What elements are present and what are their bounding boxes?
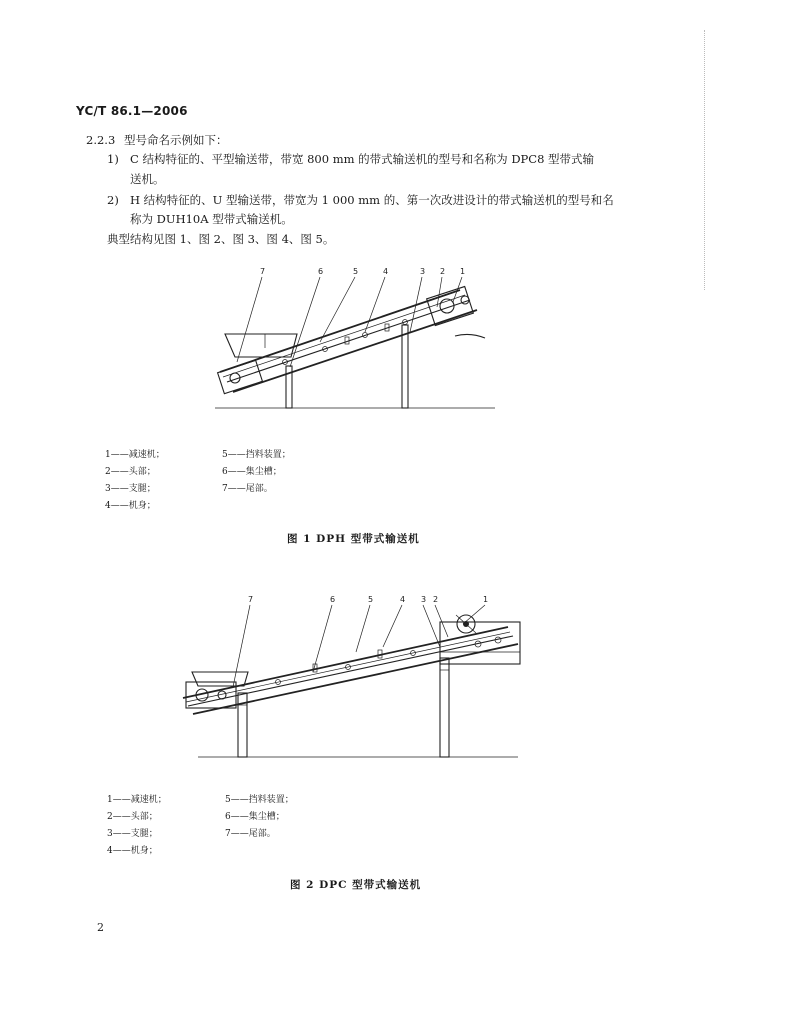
- item-1-number: 1): [107, 152, 119, 166]
- fig1-callout-6: 6: [318, 267, 324, 276]
- fig2-legend-2: 2——头部；: [107, 812, 158, 822]
- fig2-legend-6: 6——集尘槽；: [225, 812, 285, 822]
- fig1-callout-1: 1: [460, 267, 466, 276]
- item-2-number: 2): [107, 193, 119, 207]
- fig1-callout-5: 5: [353, 267, 359, 276]
- typical-structure-text: 典型结构见图 1、图 2、图 3、图 4、图 5。: [107, 232, 335, 246]
- fig1-legend-7: 7——尾部。: [222, 484, 273, 494]
- fig2-callout-1: 1: [483, 595, 489, 604]
- fig1-legend-5: 5——挡料装置；: [222, 450, 291, 460]
- figure-1-drawing: [215, 262, 495, 412]
- page-number: 2: [97, 921, 104, 934]
- fig2-legend-5: 5——挡料装置；: [225, 795, 294, 805]
- scan-margin-marks: [704, 30, 707, 290]
- fig1-callout-7: 7: [260, 267, 266, 276]
- figure-2-drawing: [178, 592, 523, 760]
- fig1-callout-2: 2: [440, 267, 446, 276]
- fig2-callout-4: 4: [400, 595, 406, 604]
- fig1-callout-4: 4: [383, 267, 389, 276]
- fig2-callout-6: 6: [330, 595, 336, 604]
- section-number: 2.2.3: [86, 133, 116, 147]
- fig2-callout-3: 3: [421, 595, 427, 604]
- fig2-legend-7: 7——尾部。: [225, 829, 276, 839]
- fig1-legend-1: 1——减速机；: [105, 450, 165, 460]
- fig1-legend-3: 3——支腿；: [105, 484, 156, 494]
- fig1-legend-2: 2——头部；: [105, 467, 156, 477]
- fig2-callout-2: 2: [433, 595, 439, 604]
- item-1-line-2: 送机。: [130, 172, 165, 186]
- figure-1-caption: 图 1 DPH 型带式输送机: [287, 533, 420, 545]
- item-2-line-2: 称为 DUH10A 型带式输送机。: [130, 212, 293, 226]
- fig1-legend-6: 6——集尘槽；: [222, 467, 282, 477]
- fig1-callout-3: 3: [420, 267, 426, 276]
- document-code: YC/T 86.1—2006: [76, 104, 188, 118]
- fig1-legend-4: 4——机身；: [105, 501, 156, 511]
- fig2-legend-1: 1——减速机；: [107, 795, 167, 805]
- section-title: 型号命名示例如下：: [124, 133, 228, 147]
- figure-2-caption: 图 2 DPC 型带式输送机: [290, 879, 422, 891]
- fig2-callout-7: 7: [248, 595, 254, 604]
- item-1-line-1: C 结构特征的、平型输送带，带宽 800 mm 的带式输送机的型号和名称为 DPC8 型带式输: [130, 152, 595, 166]
- fig2-callout-5: 5: [368, 595, 374, 604]
- fig2-legend-3: 3——支腿；: [107, 829, 158, 839]
- item-2-line-1: H 结构特征的、U 型输送带，带宽为 1 000 mm 的、第一次改进设计的带式输送机的型号和名: [130, 193, 614, 207]
- fig2-legend-4: 4——机身；: [107, 846, 158, 856]
